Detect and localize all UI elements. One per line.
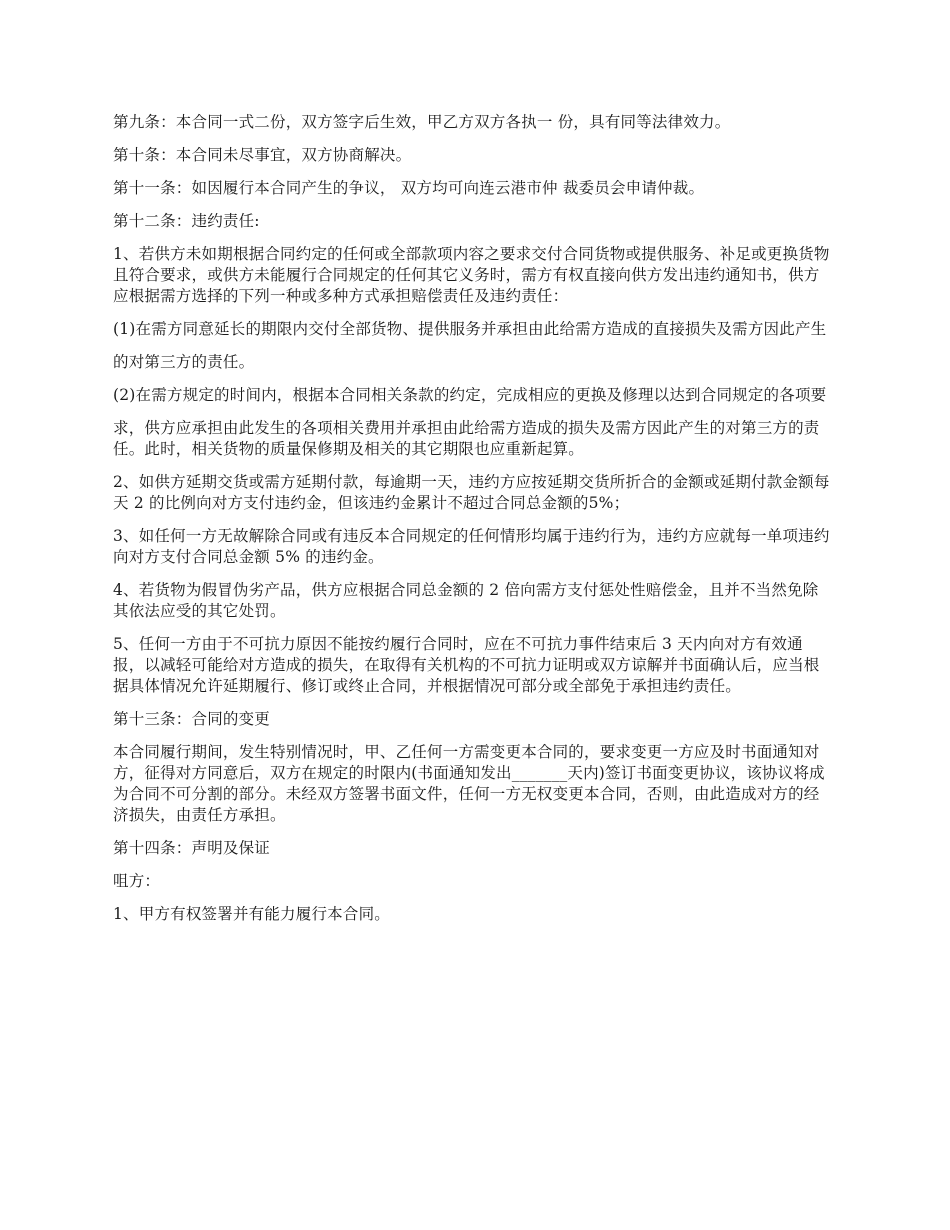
clause-12-item-1-sub-2: (2)在需方规定的时间内，根据本合同相关条款的约定，完成相应的更换及修理以达到合同规定的各项要 [113, 386, 827, 404]
clause-12-heading: 第十二条：违约责任: [113, 212, 260, 230]
clause-12-item-1-sub-1: (1)在需方同意延长的期限内交付全部货物、提供服务并承担由此给需方造成的直接损失及需方因此产生 [113, 320, 827, 338]
clause-14-heading: 第十四条：声明及保证 [113, 839, 271, 857]
clause-9: 第九条：本合同一式二份，双方签字后生效，甲乙方双方各执一 份，具有同等法律效力。 [113, 113, 731, 131]
document-page [113, 112, 833, 937]
clause-13-heading: 第十三条：合同的变更 [113, 710, 271, 728]
clause-10: 第十条：本合同未尽事宜，双方协商解决。 [113, 146, 412, 164]
clause-12-item-3: 3、如任何一方无故解除合同或有违反本合同规定的任何情形均属于违约行为，违约方应就每一单项违约向对方支付合同总金额 5% 的违约金。 [113, 527, 830, 566]
party-a-label: 咀方： [113, 872, 161, 890]
clause-12-item-4: 4、若货物为假冒伪劣产品，供方应根据合同总金额的 2 倍向需方支付惩处性赔偿金，且并不当然免除其依法应受的其它处罚。 [113, 581, 819, 620]
party-a-statement-1: 1、甲方有权签署并有能力履行本合同。 [113, 905, 390, 923]
clause-12-item-1-sub-2-cont: 求，供方应承担由此发生的各项相关费用并承担由此给需方造成的损失及需方因此产生的对第三方的责任。此时，相关货物的质量保修期及相关的其它期限也应重新起算。 [113, 419, 820, 458]
clause-12-item-1: 1、若供方未如期根据合同约定的任何或全部款项内容之要求交付合同货物或提供服务、补足或更换货物且符合要求，或供方未能履行合同规定的任何其它义务时，需方有权直接向供方发出违约通知书，供方应根据需方选择的下列一种或多种方式承担赔偿责任及违约责任： [113, 245, 830, 305]
clause-13-body: 本合同履行期间，发生特别情况时，甲、乙任何一方需变更本合同的，要求变更一方应及时书面通知对方，征得对方同意后，双方在规定的时限内(书面通知发出_______天内)签订书面变更协议，该协议将成为合同不可分割的部分。未经双方签署书面文件，任何一方无权变更本合同，否则，由此造成对方的经济损失，由责任方承担。 [113, 743, 825, 824]
clause-12-item-2: 2、如供方延期交货或需方延期付款，每逾期一天，违约方应按延期交货所折合的金额或延期付款金额每天 2 的比例向对方支付违约金，但该违约金累计不超过合同总金额的5%； [113, 473, 830, 512]
clause-11: 第十一条：如因履行本合同产生的争议， 双方均可向连云港市仲 裁委员会申请仲裁。 [113, 179, 705, 197]
clause-12-item-1-sub-1-cont: 的对第三方的责任。 [113, 353, 255, 371]
clause-12-item-5: 5、任何一方由于不可抗力原因不能按约履行合同时，应在不可抗力事件结束后 3 天内向对方有效通报，以减轻可能给对方造成的损失，在取得有关机构的不可抗力证明或双方谅解并书面确认后，应当根据具体情况允许延期履行、修订或终止合同，并根据情况可部分或全部免于承担违约责任。 [113, 635, 820, 695]
